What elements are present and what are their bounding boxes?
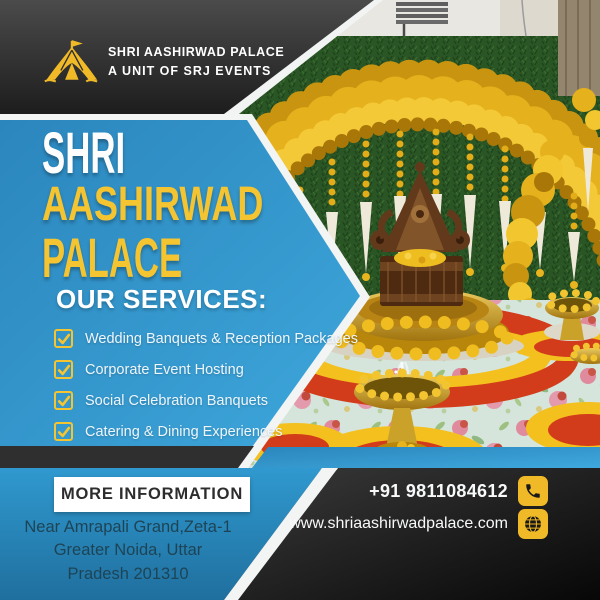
service-item [54, 391, 358, 410]
brand-name: SHRI AASHIRWAD PALACE [108, 44, 285, 59]
left-dark-strip [0, 446, 254, 468]
title-line-shri: SHRI [42, 121, 126, 186]
more-information-button[interactable]: MORE INFORMATION [54, 477, 250, 512]
title-line-palace: PALACE [42, 226, 183, 289]
brand-tagline: A UNIT OF SRJ EVENTS [108, 64, 272, 78]
service-item [54, 329, 358, 348]
checkbox-check-icon [54, 391, 73, 410]
phone-icon [518, 476, 548, 506]
right-blue-strip [252, 447, 600, 468]
service-item [54, 422, 358, 441]
address-block [6, 516, 250, 586]
brand-header [44, 38, 284, 86]
website-url[interactable]: www.shriaashirwadpalace.com [289, 515, 508, 532]
services-list [54, 329, 358, 441]
website-row[interactable] [289, 509, 548, 539]
address-line: Greater Noida, Uttar [53, 541, 203, 560]
phone-number[interactable]: +91 9811084612 [369, 480, 508, 501]
service-item [54, 360, 358, 379]
checkbox-check-icon [54, 329, 73, 348]
brand-text [108, 43, 284, 82]
address-line: Pradesh 201310 [67, 564, 189, 583]
title-line-aashirwad: AASHIRWAD [42, 178, 264, 231]
tent-icon [44, 38, 98, 86]
service-label: Wedding Banquets & Reception Packages [85, 330, 358, 347]
service-label: Social Celebration Banquets [85, 392, 268, 409]
address-line: Near Amrapali Grand,Zeta-1 [24, 518, 232, 536]
service-label: Corporate Event Hosting [85, 361, 244, 378]
globe-icon [518, 509, 548, 539]
services-heading: OUR SERVICES: [56, 284, 268, 314]
checkbox-check-icon [54, 422, 73, 441]
checkbox-check-icon [54, 360, 73, 379]
phone-row[interactable] [369, 476, 548, 506]
service-label: Catering & Dining Experiences [85, 423, 283, 440]
